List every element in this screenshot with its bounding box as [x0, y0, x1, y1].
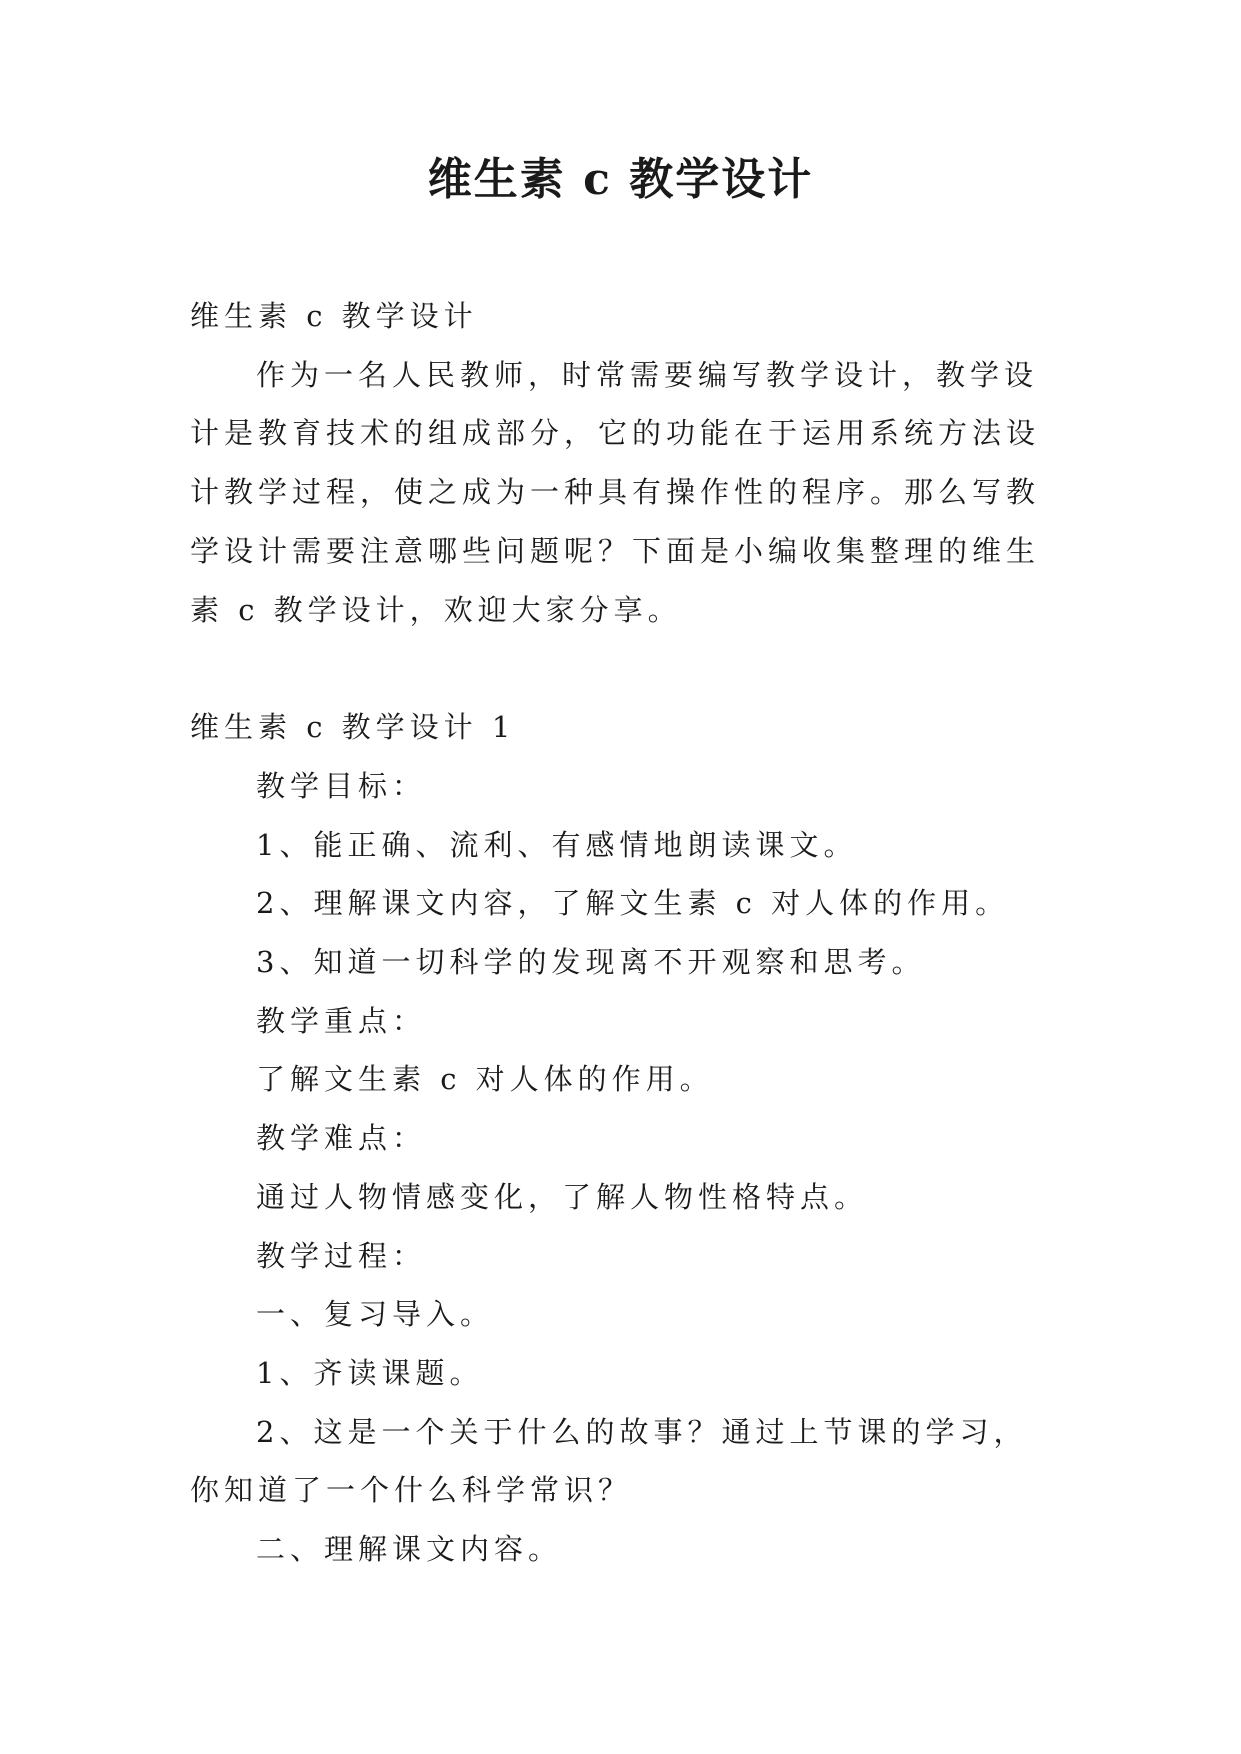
process-item-1: 1、齐读课题。: [256, 1355, 484, 1390]
key-points-heading: 教学重点：: [256, 1003, 427, 1038]
difficulty-text: 通过人物情感变化，了解人物性格特点。: [256, 1179, 869, 1214]
intro-paragraph: 作为一名人民教师，时常需要编写教学设计，教学设计是教育技术的组成部分，它的功能在于运用系统方法设计教学过程，使之成为一种具有操作性的程序。那么写教学设计需要注意哪些问题呢？下面是小编收集整理的维生素 c 教学设计，欢迎大家分享。: [190, 357, 1041, 627]
process-item-2: 2、这是一个关于什么的故事？通过上节课的学习，你知道了一个什么科学常识？: [190, 1414, 1028, 1508]
goals-heading: 教学目标：: [256, 768, 427, 803]
process-heading: 教学过程：: [256, 1238, 427, 1273]
key-points-text: 了解文生素 c 对人体的作用。: [256, 1062, 714, 1097]
goal-item-1: 1、能正确、流利、有感情地朗读课文。: [256, 827, 858, 862]
paragraph-spacer: [190, 639, 1060, 698]
document-body: [190, 287, 1060, 1579]
section-heading: 维生素 c 教学设计 1: [190, 710, 516, 745]
difficulty-heading: 教学难点：: [256, 1121, 427, 1156]
goal-item-3: 3、知道一切科学的发现离不开观察和思考。: [256, 945, 926, 980]
intro-heading: 维生素 c 教学设计: [190, 299, 478, 333]
process-step-1: 一、复习导入。: [256, 1297, 495, 1332]
process-step-2: 二、理解课文内容。: [256, 1532, 563, 1567]
document-title: 维生素 c 教学设计: [427, 154, 814, 205]
goal-item-2: 2、理解课文内容，了解文生素 c 对人体的作用。: [256, 886, 1010, 921]
